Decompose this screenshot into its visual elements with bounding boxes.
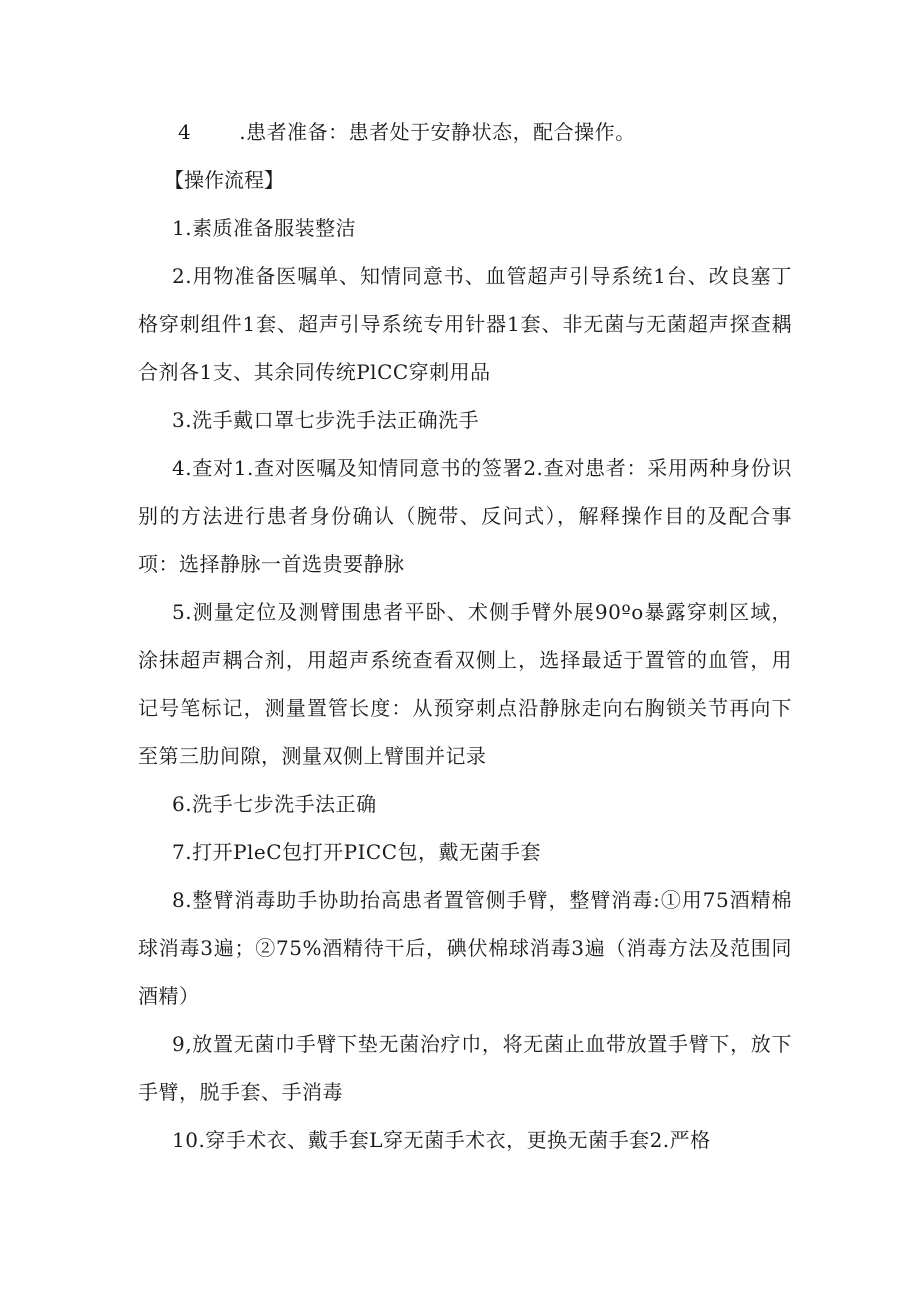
paragraph-step-7: 7.打开PleC包打开PICC包，戴无菌手套	[172, 840, 542, 864]
paragraph-step-5: 5.测量定位及测臂围患者平卧、术侧手臂外展90ºo暴露穿刺区域，涂抹超声耦合剂，用超声系统查看双侧上，选择最适于置管的血管，用记号笔标记，测量置管长度：从预穿刺点沿静脉走向右胸锁关节再向下至第三肋间隙，测量双侧上臂围并记录	[138, 600, 792, 768]
paragraph-step-3: 3.洗手戴口罩七步洗手法正确洗手	[172, 408, 480, 432]
paragraph-number: 4	[178, 120, 192, 144]
paragraph-step-1: 1.素质准备服装整洁	[172, 216, 357, 240]
paragraph-text: .患者准备：患者处于安静状态，配合操作。	[239, 120, 636, 144]
paragraph-step-2: 2.用物准备医嘱单、知情同意书、血管超声引导系统1台、改良塞丁格穿刺组件1套、超声引导系统专用针器1套、非无菌与无菌超声探查耦合剂各1支、其余同传统PlCC穿刺用品	[138, 264, 792, 384]
paragraph-step-8: 8.整臂消毒助手协助抬高患者置管侧手臂，整臂消毒:①用75酒精棉球消毒3遍；②75%酒精待干后，碘伏棉球消毒3遍（消毒方法及范围同酒精）	[138, 888, 792, 1008]
paragraph-step-10: 10.穿手术衣、戴手套L穿无菌手术衣，更换无菌手套2.严格	[172, 1128, 711, 1152]
paragraph-patient-prep	[138, 108, 792, 156]
section-heading: 【操作流程】	[164, 168, 284, 192]
paragraph-step-4: 4.查对1.查对医嘱及知情同意书的签署2.查对患者：采用两种身份识别的方法进行患者身份确认（腕带、反问式），解释操作目的及配合事项：选择静脉一首选贵要静脉	[138, 456, 792, 576]
paragraph-step-6: 6.洗手七步洗手法正确	[172, 792, 377, 816]
paragraph-step-9: 9,放置无菌巾手臂下垫无菌治疗巾，将无菌止血带放置手臂下，放下手臂，脱手套、手消毒	[138, 1032, 792, 1104]
